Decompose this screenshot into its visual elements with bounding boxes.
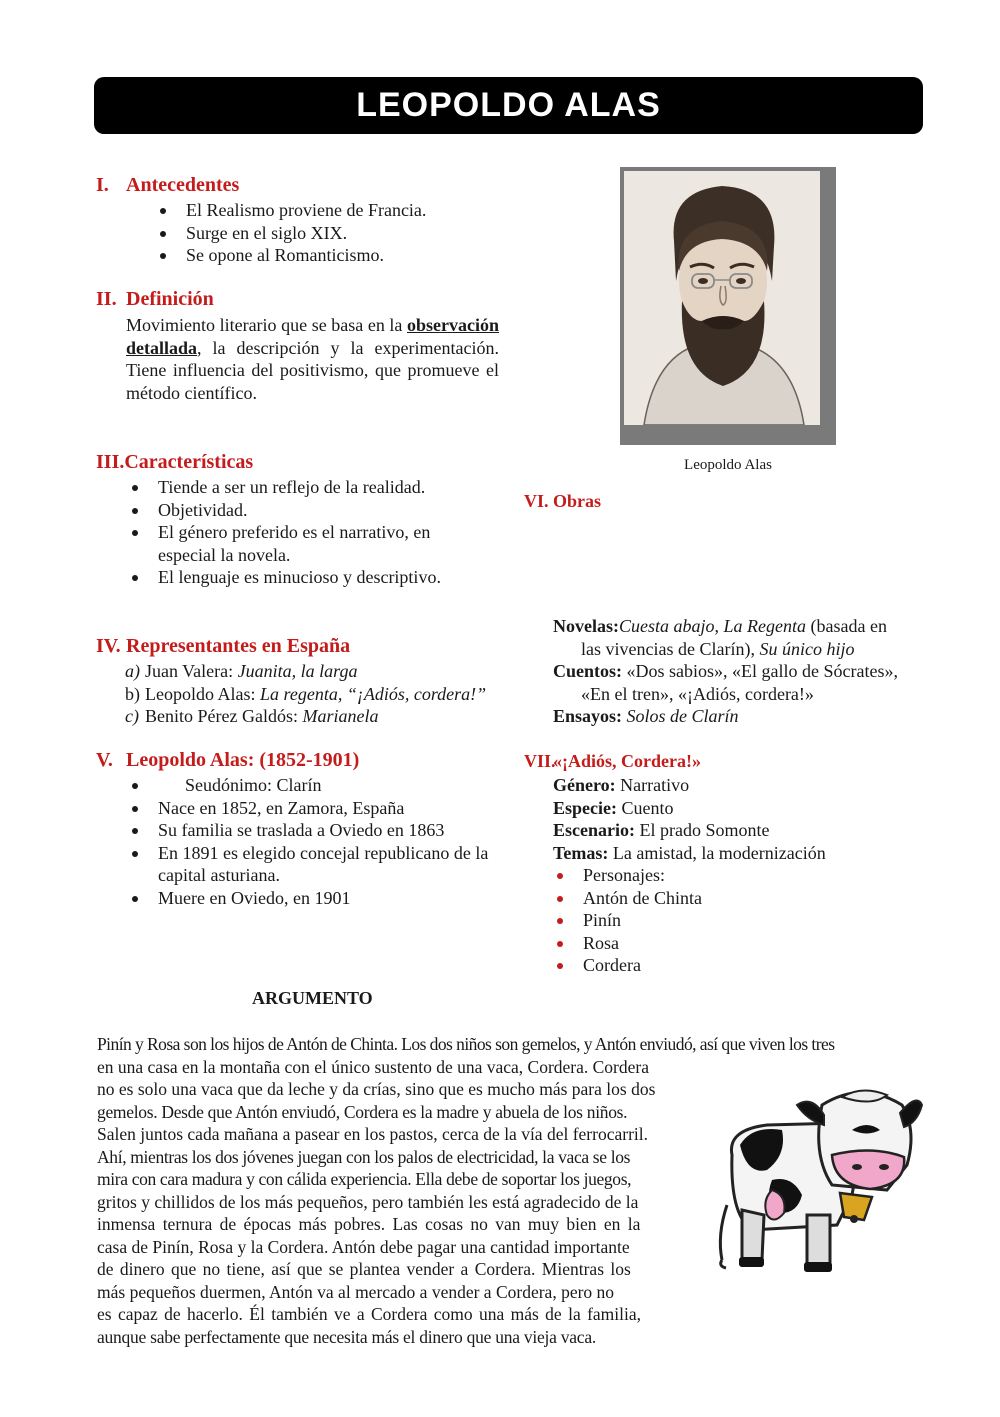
work-title: Solos de Clarín bbox=[626, 706, 739, 726]
argumento-line: Salen juntos cada mañana a pasear en los pastos, cerca de la vía del ferrocarril. bbox=[97, 1124, 648, 1144]
section-number: III. bbox=[96, 451, 125, 473]
argumento-line: Ahí, mientras los dos jóvenes juegan con los palos de electricidad, la vaca se los bbox=[97, 1146, 631, 1167]
list-item: Antón de Chinta bbox=[553, 887, 853, 910]
argumento-line: Pinín y Rosa son los hijos de Antón de Chinta. Los dos niños son gemelos, y Antón enviudó, así que viven los tres bbox=[97, 1034, 835, 1054]
page-title: LEOPOLDO ALAS bbox=[356, 86, 661, 124]
temas-line bbox=[553, 842, 826, 865]
personajes-list bbox=[553, 864, 853, 977]
title-banner bbox=[94, 77, 923, 134]
list-item: Cordera bbox=[553, 954, 853, 977]
work-title: Marianela bbox=[302, 706, 379, 726]
ensayos-line bbox=[553, 705, 898, 728]
section-number: V. bbox=[96, 749, 113, 771]
list-item: Su familia se traslada a Oviedo en 1863 bbox=[128, 819, 500, 842]
escenario-label: Escenario: bbox=[553, 820, 635, 840]
especie-line bbox=[553, 797, 826, 820]
section-number: VI. bbox=[524, 491, 549, 511]
argumento-line: no es solo una vaca que da leche y da crías, sino que es mucho más para los dos bbox=[97, 1079, 656, 1099]
list-item: El lenguaje es minucioso y descriptivo. bbox=[128, 566, 488, 589]
list-item bbox=[125, 683, 486, 706]
argumento-line: gritos y chillidos de los más pequeños, pero también les está agradecido de la bbox=[97, 1191, 639, 1212]
temas-label: Temas: bbox=[553, 842, 609, 863]
list-item: Pinín bbox=[553, 909, 853, 932]
section-heading-cordera bbox=[524, 751, 701, 772]
list-item: Tiende a ser un reflejo de la realidad. bbox=[128, 476, 488, 499]
definicion-text bbox=[126, 314, 499, 404]
section-title: Características bbox=[124, 451, 254, 473]
argumento-line: aunque sabe perfectamente que necesita más el dinero que una vieja vaca. bbox=[97, 1326, 596, 1347]
section-heading-antecedentes bbox=[96, 174, 239, 197]
list-item: Se opone al Romanticismo. bbox=[156, 244, 576, 267]
list-item: Personajes: bbox=[553, 864, 853, 887]
cuentos-text: «Dos sabios», «El gallo de Sócrates», bbox=[622, 661, 898, 681]
argumento-line: en una casa en la montaña con el único sustento de una vaca, Cordera. Cordera bbox=[97, 1056, 650, 1077]
argumento-line: mira con cara madura y con cálida experiencia. Ella debe de soportar los juegos, bbox=[97, 1169, 632, 1189]
section-number: VII. bbox=[524, 751, 556, 771]
representantes-list bbox=[125, 660, 486, 728]
cuentos-text: «En el tren», «¡Adiós, cordera!» bbox=[581, 683, 814, 704]
antecedentes-list bbox=[156, 199, 576, 267]
caracteristicas-list bbox=[128, 476, 488, 589]
section-number: IV. bbox=[96, 635, 121, 657]
section-title: Representantes en España bbox=[126, 635, 351, 657]
list-item: Surge en el siglo XIX. bbox=[156, 222, 576, 245]
section-number: I. bbox=[96, 174, 109, 196]
section-title: Antecedentes bbox=[126, 174, 240, 196]
argumento-line: es capaz de hacerlo. Él también ve a Cordera como una más de la familia, bbox=[97, 1304, 642, 1324]
section-heading-definicion bbox=[96, 288, 214, 311]
list-marker: b) bbox=[125, 683, 140, 704]
work-title: Juanita, la larga bbox=[237, 661, 358, 681]
argumento-line: inmensa ternura de épocas más pobres. Las cosas no van muy bien en la bbox=[97, 1214, 641, 1234]
section-heading-caracteristicas bbox=[96, 451, 253, 474]
section-title: Obras bbox=[553, 491, 602, 511]
escenario-line bbox=[553, 819, 826, 842]
photo-caption: Leopoldo Alas bbox=[684, 457, 772, 473]
section-title: Definición bbox=[126, 288, 214, 310]
section-number: II. bbox=[96, 288, 117, 310]
argumento-line: más pequeños duermen, Antón va al mercado a vender a Cordera, pero no bbox=[97, 1281, 615, 1302]
especie-value: Cuento bbox=[616, 797, 674, 818]
portrait-drawing bbox=[624, 171, 820, 425]
list-item: Rosa bbox=[553, 932, 853, 955]
novelas-note: (basada en bbox=[806, 616, 887, 636]
novelas-label: Novelas: bbox=[553, 616, 619, 636]
cordera-details bbox=[553, 774, 826, 864]
cuentos-label: Cuentos: bbox=[553, 661, 623, 681]
argumento-heading: ARGUMENTO bbox=[252, 988, 373, 1008]
list-item: Muere en Oviedo, en 1901 bbox=[128, 887, 500, 910]
author-name: Leopoldo Alas: bbox=[145, 683, 260, 704]
author-name: Benito Pérez Galdós: bbox=[145, 706, 303, 726]
definicion-emphasis: observación detallada bbox=[126, 315, 500, 358]
escenario-value: El prado Somonte bbox=[634, 820, 770, 840]
genero-value: Narrativo bbox=[615, 775, 690, 795]
argumento-line: de dinero que no tiene, así que se plantea vender a Cordera. Mientras los bbox=[97, 1259, 631, 1279]
list-item: Nace en 1852, en Zamora, España bbox=[128, 797, 500, 820]
work-title: Cuesta abajo bbox=[619, 616, 715, 636]
work-title: Su único hijo bbox=[759, 638, 855, 659]
obras-content bbox=[553, 615, 898, 728]
list-item: En 1891 es elegido concejal republicano de la capital asturiana. bbox=[128, 842, 500, 887]
argumento-text-full bbox=[97, 1033, 925, 1078]
section-heading-biografia bbox=[96, 749, 359, 772]
cow-illustration bbox=[712, 1085, 927, 1275]
section-heading-obras bbox=[524, 491, 601, 512]
argumento-line: gemelos. Desde que Antón enviudó, Cordera es la madre y abuela de los niños. bbox=[97, 1101, 628, 1122]
novelas-line: Novelas:Cuesta abajo, La Regenta (basada en bbox=[553, 616, 887, 636]
work-title: La Regenta bbox=[723, 616, 807, 636]
especie-label: Especie: bbox=[553, 797, 617, 818]
argumento-text-wrapped bbox=[97, 1078, 700, 1348]
genero-line bbox=[553, 774, 826, 797]
definicion-text-start: Movimiento literario que se basa en la bbox=[126, 315, 403, 335]
list-marker: a) bbox=[125, 661, 140, 681]
list-item: Seudónimo: Clarín bbox=[128, 774, 500, 797]
author-name: Juan Valera: bbox=[145, 661, 238, 681]
genero-label: Género: bbox=[553, 775, 616, 795]
list-item: Objetividad. bbox=[128, 499, 488, 522]
cuentos-line-2 bbox=[553, 683, 898, 706]
list-item bbox=[125, 705, 486, 728]
cuentos-line bbox=[553, 660, 898, 683]
definicion-text-end: , la descripción y la experimentación. Tiene influencia del positivismo, que promueve el método científico. bbox=[126, 337, 499, 403]
work-title: La regenta, “¡Adiós, cordera!” bbox=[260, 683, 487, 704]
list-item: El Realismo proviene de Francia. bbox=[156, 199, 576, 222]
portrait-photo bbox=[620, 167, 836, 445]
section-heading-representantes bbox=[96, 635, 350, 658]
section-title: «¡Adiós, Cordera!» bbox=[553, 751, 701, 771]
argumento-line: casa de Pinín, Rosa y la Cordera. Antón debe pagar una cantidad importante bbox=[97, 1236, 630, 1257]
novelas-line-2 bbox=[553, 638, 898, 661]
section-title: Leopoldo Alas: (1852-1901) bbox=[126, 749, 360, 771]
list-item: El género preferido es el narrativo, en especial la novela. bbox=[128, 521, 488, 566]
list-marker: c) bbox=[125, 706, 139, 726]
list-item bbox=[125, 660, 486, 683]
ensayos-label: Ensayos: bbox=[553, 706, 623, 726]
novelas-note: las vivencias de Clarín), bbox=[581, 638, 760, 659]
biografia-list bbox=[128, 774, 500, 909]
temas-value: La amistad, la modernización bbox=[608, 842, 826, 863]
